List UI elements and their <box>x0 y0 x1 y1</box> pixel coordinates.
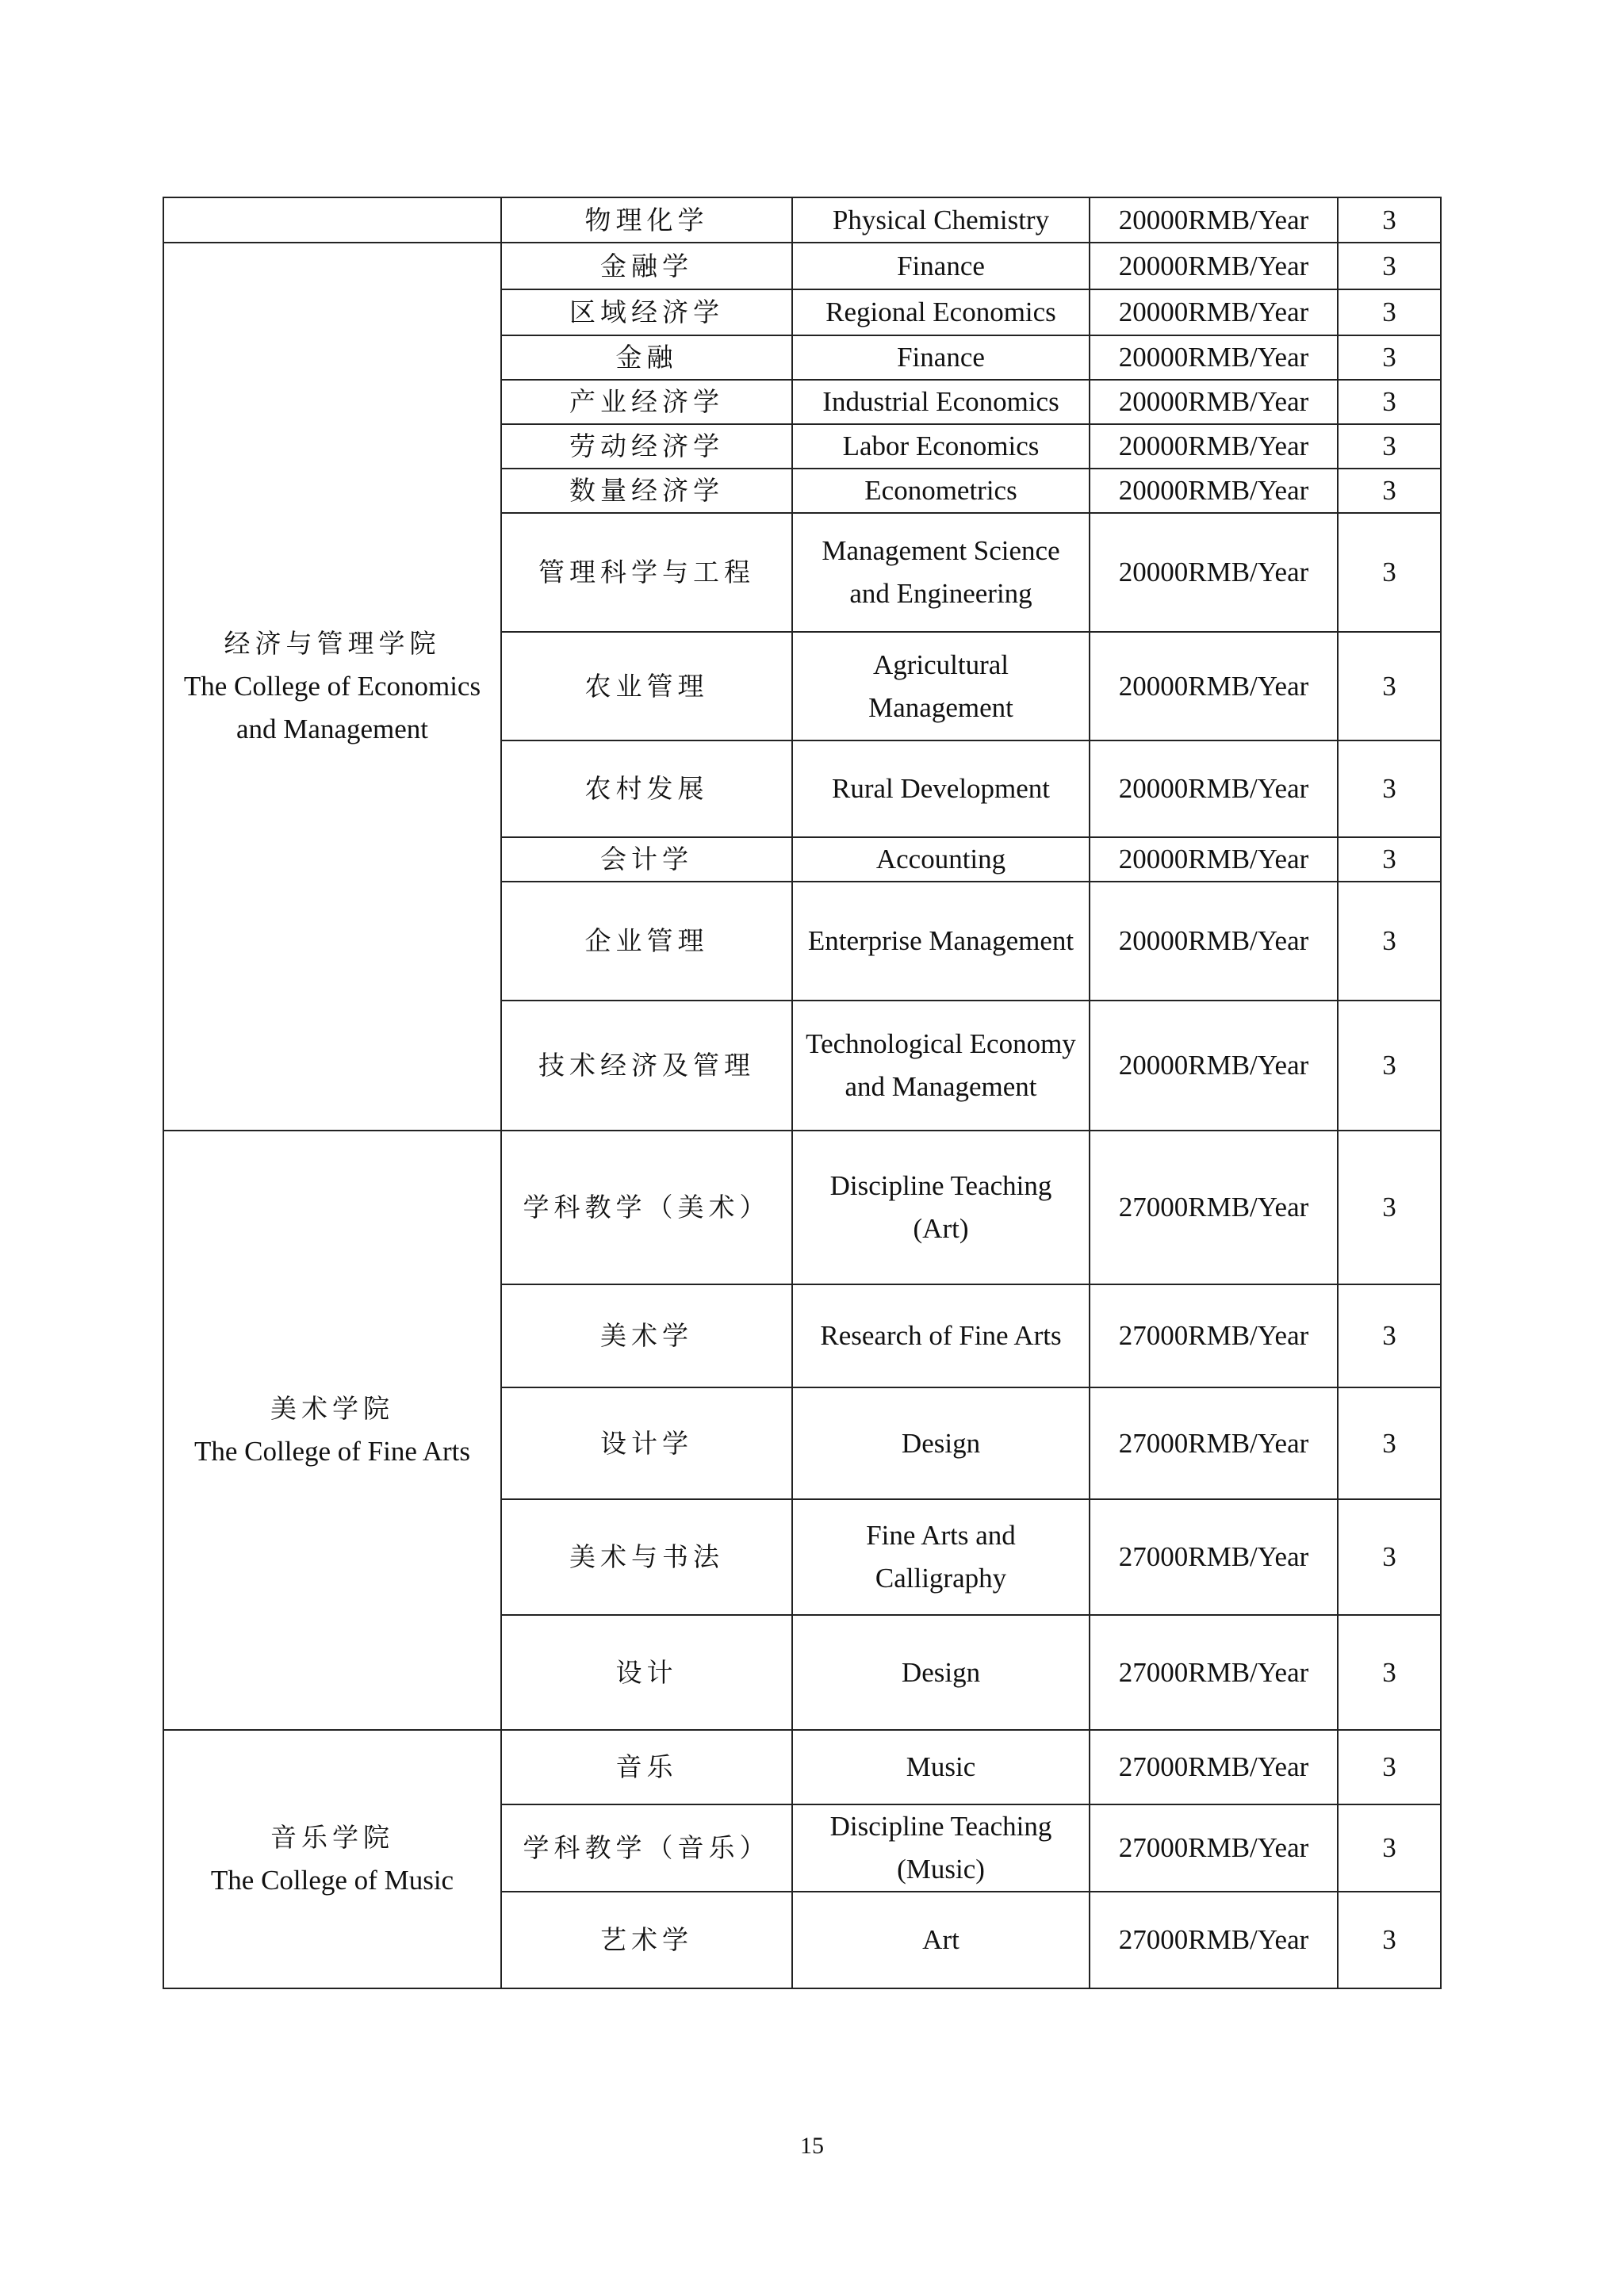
tuition-fee: 20000RMB/Year <box>1090 243 1338 289</box>
tuition-fee: 20000RMB/Year <box>1090 837 1338 882</box>
duration-years: 3 <box>1338 1001 1441 1131</box>
program-en: Agricultural Management <box>792 632 1090 740</box>
duration-years: 3 <box>1338 1387 1441 1499</box>
duration-years: 3 <box>1338 837 1441 882</box>
college-name-en: The College of Economics and Management <box>183 671 481 744</box>
tuition-fee: 27000RMB/Year <box>1090 1387 1338 1499</box>
college-cell <box>163 243 501 1131</box>
table-row <box>163 243 1441 289</box>
program-cn: 艺术学 <box>501 1892 792 1988</box>
duration-years: 3 <box>1338 469 1441 513</box>
program-cn: 劳动经济学 <box>501 424 792 469</box>
tuition-fee: 20000RMB/Year <box>1090 335 1338 380</box>
tuition-fee: 27000RMB/Year <box>1090 1892 1338 1988</box>
program-en: Finance <box>792 335 1090 380</box>
program-cn: 金融 <box>501 335 792 380</box>
program-en: Research of Fine Arts <box>792 1284 1090 1387</box>
program-cn: 学科教学（美术） <box>501 1131 792 1284</box>
duration-years: 3 <box>1338 197 1441 243</box>
program-cn: 物理化学 <box>501 197 792 243</box>
program-cn: 技术经济及管理 <box>501 1001 792 1131</box>
program-cn: 管理科学与工程 <box>501 513 792 632</box>
college-name-cn: 美术学院 <box>270 1393 394 1424</box>
program-cn: 会计学 <box>501 837 792 882</box>
table-row <box>163 1131 1441 1284</box>
duration-years: 3 <box>1338 1892 1441 1988</box>
college-cell <box>163 1131 501 1730</box>
program-cn: 区域经济学 <box>501 289 792 335</box>
table-row <box>163 197 1441 243</box>
program-en: Regional Economics <box>792 289 1090 335</box>
duration-years: 3 <box>1338 1615 1441 1730</box>
program-en: Management Science and Engineering <box>792 513 1090 632</box>
program-cn: 农业管理 <box>501 632 792 740</box>
duration-years: 3 <box>1338 513 1441 632</box>
program-cn: 学科教学（音乐） <box>501 1804 792 1892</box>
program-cn: 设计学 <box>501 1387 792 1499</box>
tuition-fee: 20000RMB/Year <box>1090 740 1338 837</box>
tuition-fee: 27000RMB/Year <box>1090 1804 1338 1892</box>
tuition-fee: 20000RMB/Year <box>1090 632 1338 740</box>
program-en: Enterprise Management <box>792 882 1090 1001</box>
program-cn: 金融学 <box>501 243 792 289</box>
duration-years: 3 <box>1338 1131 1441 1284</box>
program-en: Physical Chemistry <box>792 197 1090 243</box>
tuition-fee: 27000RMB/Year <box>1090 1131 1338 1284</box>
tuition-fee: 27000RMB/Year <box>1090 1730 1338 1804</box>
tuition-fee: 27000RMB/Year <box>1090 1499 1338 1615</box>
program-cn: 数量经济学 <box>501 469 792 513</box>
table-row <box>163 1730 1441 1804</box>
program-en: Technological Economy and Management <box>792 1001 1090 1131</box>
tuition-fee: 20000RMB/Year <box>1090 289 1338 335</box>
college-name-en: The College of Music <box>210 1865 454 1896</box>
tuition-fee: 20000RMB/Year <box>1090 1001 1338 1131</box>
program-cn: 设计 <box>501 1615 792 1730</box>
program-en: Music <box>792 1730 1090 1804</box>
duration-years: 3 <box>1338 882 1441 1001</box>
program-en: Labor Economics <box>792 424 1090 469</box>
program-en: Econometrics <box>792 469 1090 513</box>
programs-table <box>163 197 1442 1989</box>
duration-years: 3 <box>1338 740 1441 837</box>
page-number: 15 <box>800 2133 824 2159</box>
duration-years: 3 <box>1338 1730 1441 1804</box>
program-en: Industrial Economics <box>792 380 1090 424</box>
program-en: Accounting <box>792 837 1090 882</box>
tuition-fee: 27000RMB/Year <box>1090 1615 1338 1730</box>
college-name-cn: 音乐学院 <box>270 1822 394 1853</box>
program-cn: 产业经济学 <box>501 380 792 424</box>
program-en: Rural Development <box>792 740 1090 837</box>
program-en: Finance <box>792 243 1090 289</box>
program-cn: 音乐 <box>501 1730 792 1804</box>
tuition-fee: 20000RMB/Year <box>1090 513 1338 632</box>
college-name-cn: 经济与管理学院 <box>224 628 441 659</box>
tuition-fee: 20000RMB/Year <box>1090 380 1338 424</box>
duration-years: 3 <box>1338 1284 1441 1387</box>
tuition-fee: 20000RMB/Year <box>1090 469 1338 513</box>
program-cn: 美术学 <box>501 1284 792 1387</box>
program-en: Discipline Teaching (Art) <box>792 1131 1090 1284</box>
program-en: Discipline Teaching (Music) <box>792 1804 1090 1892</box>
program-en: Fine Arts and Calligraphy <box>792 1499 1090 1615</box>
duration-years: 3 <box>1338 289 1441 335</box>
program-en: Design <box>792 1615 1090 1730</box>
tuition-fee: 20000RMB/Year <box>1090 197 1338 243</box>
college-cell <box>163 1730 501 1988</box>
duration-years: 3 <box>1338 243 1441 289</box>
duration-years: 3 <box>1338 632 1441 740</box>
program-cn: 企业管理 <box>501 882 792 1001</box>
program-cn: 美术与书法 <box>501 1499 792 1615</box>
duration-years: 3 <box>1338 380 1441 424</box>
program-en: Design <box>792 1387 1090 1499</box>
program-cn: 农村发展 <box>501 740 792 837</box>
tuition-fee: 20000RMB/Year <box>1090 424 1338 469</box>
college-cell-empty <box>163 197 501 243</box>
program-en: Art <box>792 1892 1090 1988</box>
duration-years: 3 <box>1338 424 1441 469</box>
college-name-en: The College of Fine Arts <box>193 1436 470 1467</box>
duration-years: 3 <box>1338 335 1441 380</box>
tuition-fee: 20000RMB/Year <box>1090 882 1338 1001</box>
duration-years: 3 <box>1338 1499 1441 1615</box>
duration-years: 3 <box>1338 1804 1441 1892</box>
tuition-fee: 27000RMB/Year <box>1090 1284 1338 1387</box>
